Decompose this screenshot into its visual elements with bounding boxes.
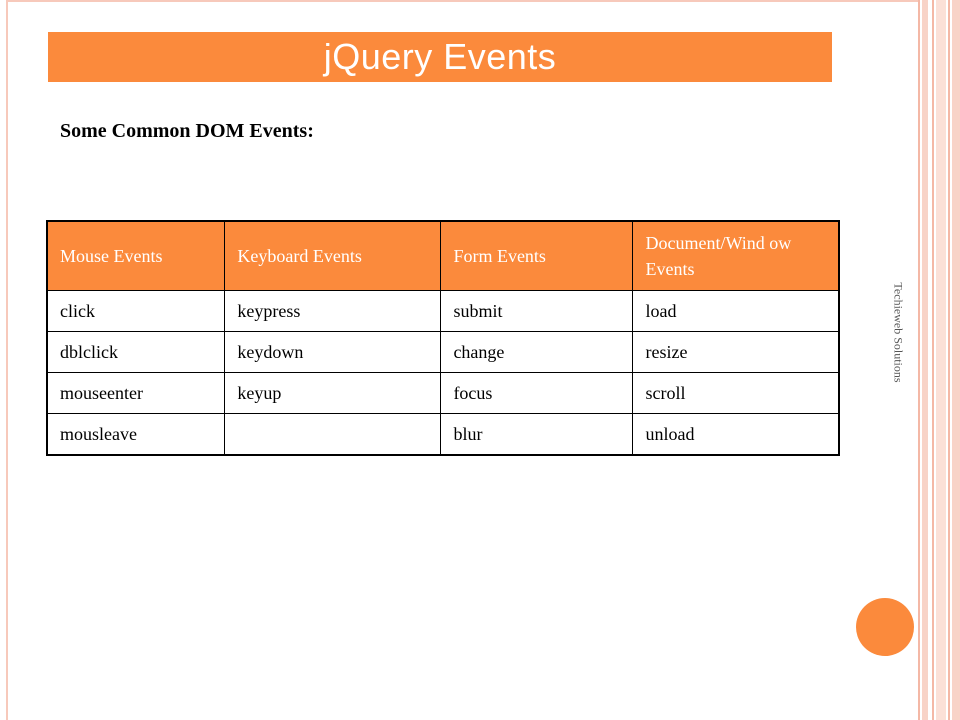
table-cell: unload	[633, 414, 839, 456]
table-cell: change	[441, 332, 633, 373]
title-bar	[48, 32, 832, 82]
header-keyboard-events: Keyboard Events	[225, 221, 441, 291]
header-form-events: Form Events	[441, 221, 633, 291]
table-cell: keypress	[225, 291, 441, 332]
table-cell: focus	[441, 373, 633, 414]
decorative-stripe	[948, 0, 950, 720]
slide-title: jQuery Events	[323, 36, 557, 77]
table-cell: mousleave	[47, 414, 225, 456]
table-cell: click	[47, 291, 225, 332]
table-row	[47, 291, 839, 332]
table-cell: mouseenter	[47, 373, 225, 414]
slide-frame-top	[6, 0, 920, 2]
table-cell: keydown	[225, 332, 441, 373]
table-cell: dblclick	[47, 332, 225, 373]
header-mouse-events: Mouse Events	[47, 221, 225, 291]
table-cell: load	[633, 291, 839, 332]
table-cell: blur	[441, 414, 633, 456]
table-row	[47, 414, 839, 456]
table-row	[47, 373, 839, 414]
decorative-stripe	[922, 0, 928, 720]
side-label-text: Techieweb Solutions	[891, 281, 906, 383]
decorative-stripe	[952, 0, 960, 720]
table-cell	[225, 414, 441, 456]
table-header-row	[47, 221, 839, 291]
table-cell: keyup	[225, 373, 441, 414]
table-row	[47, 332, 839, 373]
table-cell: scroll	[633, 373, 839, 414]
slide-subtitle: Some Common DOM Events:	[60, 120, 314, 142]
side-label	[888, 252, 908, 412]
decorative-circle	[856, 598, 914, 656]
decorative-stripe	[918, 0, 920, 720]
decorative-stripe	[936, 0, 946, 720]
header-document-window-events: Document/Wind ow Events	[633, 221, 839, 291]
table-cell: resize	[633, 332, 839, 373]
events-table	[46, 220, 840, 456]
decorative-stripe	[932, 0, 934, 720]
slide-frame-left	[6, 0, 8, 720]
table-cell: submit	[441, 291, 633, 332]
